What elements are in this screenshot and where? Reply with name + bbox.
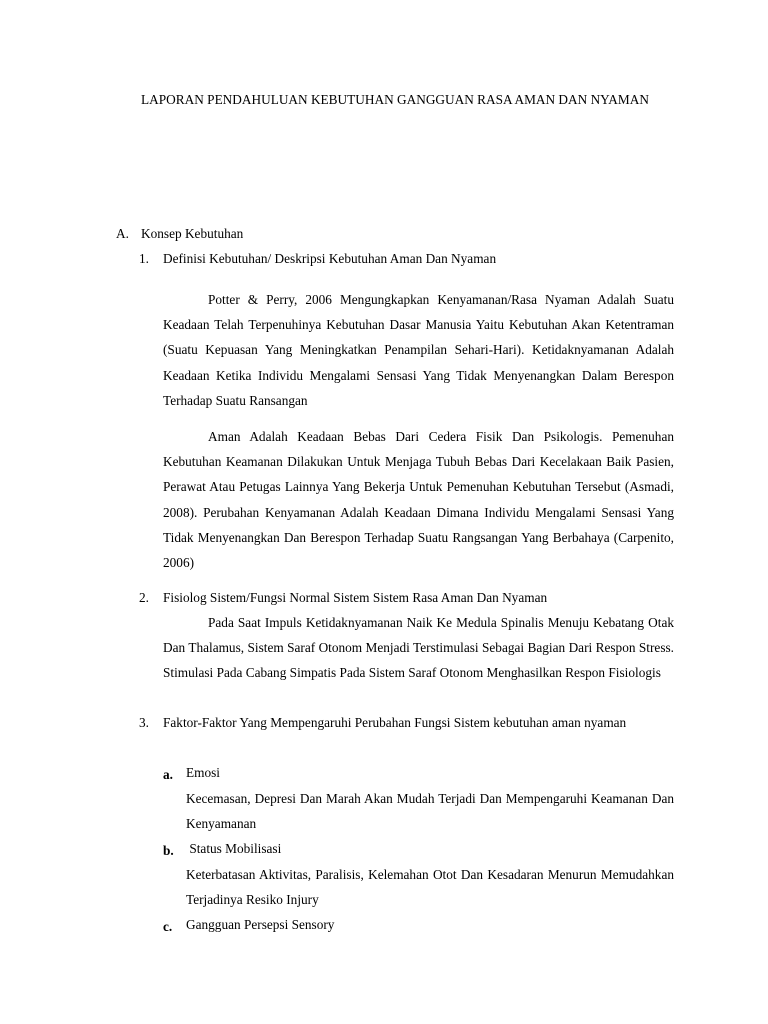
item-3-marker: 3.: [139, 715, 149, 730]
item-2-marker: 2.: [139, 590, 149, 605]
section-a-marker: A.: [116, 226, 129, 241]
item-1-marker: 1.: [139, 251, 149, 266]
sub-b-text: Keterbatasan Aktivitas, Paralisis, Kelemahan Otot Dan Kesadaran Menurun Memudahkan Terjadinya Resiko Injury: [186, 867, 674, 908]
sub-c-heading: Gangguan Persepsi Sensory: [186, 917, 335, 932]
item-1-paragraph-2: Aman Adalah Keadaan Bebas Dari Cedera Fisik Dan Psikologis. Pemenuhan Kebutuhan Keamanan Dilakukan Untuk Menjaga Tubuh Bebas Dari Kecelakaan Baik Pasien, Perawat Atau Petugas Lainnya Yang Bekerja Untuk Pemenuhan Kebutuhan Tersebut (Asmadi, 2008). Perubahan Kenyamanan Adalah Keadaan Dimana Individu Mengalami Sensasi Yang Tidak Menyenangkan Dan Berespon Terhadap Suatu Rangsangan Yang Berbahaya (Carpenito, 2006): [163, 429, 674, 571]
sub-b-marker: b.: [163, 843, 174, 858]
item-1-heading: Definisi Kebutuhan/ Deskripsi Kebutuhan Aman Dan Nyaman: [163, 251, 497, 266]
section-a-heading: Konsep Kebutuhan: [141, 226, 244, 241]
item-2-heading: Fisiolog Sistem/Fungsi Normal Sistem Sistem Rasa Aman Dan Nyaman: [163, 590, 548, 605]
sub-a-marker: a.: [163, 767, 173, 782]
sub-a-heading: Emosi: [186, 765, 220, 780]
item-1-paragraph-1: Potter & Perry, 2006 Mengungkapkan Kenyamanan/Rasa Nyaman Adalah Suatu Keadaan Telah Terpenuhinya Kebutuhan Dasar Manusia Yaitu Kebutuhan Akan Ketentraman (Suatu Kepuasan Yang Meningkatkan Penampilan Sehari-Hari). Ketidaknyamanan Adalah Keadaan Ketika Individu Mengalami Sensasi Yang Tidak Menyenangkan Dalam Berespon Terhadap Suatu Ransangan: [163, 292, 674, 408]
document-title: LAPORAN PENDAHULUAN KEBUTUHAN GANGGUAN RASA AMAN DAN NYAMAN: [141, 92, 649, 107]
item-2-paragraph: Pada Saat Impuls Ketidaknyamanan Naik Ke Medula Spinalis Menuju Kebatang Otak Dan Thalamus, Sistem Saraf Otonom Menjadi Terstimulasi Sebagai Bagian Dari Respon Stress. Stimulasi Pada Cabang Simpatis Pada Sistem Saraf Otonom Menghasilkan Respon Fisiologis: [163, 615, 674, 681]
sub-b-heading: Status Mobilisasi: [186, 841, 282, 856]
sub-c-marker: c.: [163, 919, 173, 934]
item-3-heading: Faktor-Faktor Yang Mempengaruhi Perubahan Fungsi Sistem kebutuhan aman nyaman: [163, 715, 627, 730]
sub-a-text: Kecemasan, Depresi Dan Marah Akan Mudah Terjadi Dan Mempengaruhi Keamanan Dan Kenyamanan: [186, 791, 674, 832]
